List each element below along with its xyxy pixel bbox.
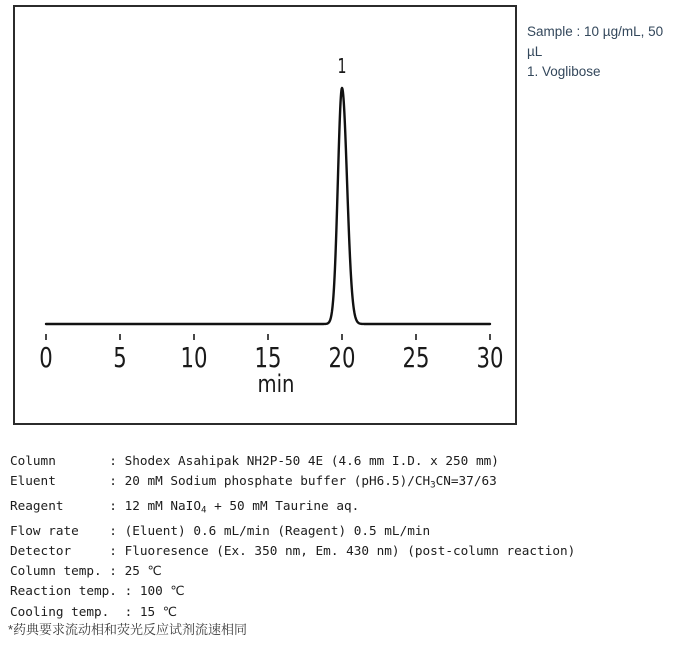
sample-info (527, 22, 681, 82)
condition-line: Flow rate : (Eluent) 0.6 mL/min (Reagent) 0.5 mL/min (10, 522, 431, 538)
condition-line: Cooling temp. : 15 ℃ (10, 603, 178, 619)
x-axis-tick-label: 10 (180, 341, 208, 374)
x-axis-tick-label: 20 (328, 341, 356, 374)
condition-line: Column : Shodex Asahipak NH2P-50 4E (4.6 mm I.D. x 250 mm) (10, 453, 499, 468)
x-axis-unit-label: min (257, 370, 295, 398)
peak-legend: 1. Voglibose (527, 64, 601, 79)
condition-line: Detector : Fluoresence (Ex. 350 nm, Em. 430 nm) (post-column reaction) (10, 542, 576, 558)
peak-label: 1 (337, 54, 347, 78)
chromatogram-trace (46, 88, 490, 324)
x-axis-tick-label: 0 (39, 341, 53, 374)
footnote: *药典要求流动相和荧光反应试剂流速相同 (8, 622, 248, 637)
sample-description: Sample : 10 µg/mL, 50 µL (527, 24, 664, 59)
condition-line: Reagent : 12 mM NaIO$_4$ + 50 mM Taurine aq. (10, 497, 360, 516)
x-axis-tick-label: 15 (254, 341, 282, 374)
condition-line: Eluent : 20 mM Sodium phosphate buffer $(pH6.5)/CH_3CN=37/63$ (10, 473, 497, 491)
condition-line: Column temp. : 25 ℃ (10, 563, 162, 579)
chromatogram-panel (13, 5, 517, 425)
condition-line: Reaction temp. : 100 ℃ (10, 583, 185, 599)
x-axis-tick-label: 25 (402, 341, 430, 374)
x-axis-tick-label: 5 (113, 341, 127, 374)
conditions-block (10, 451, 575, 622)
chromatogram-svg (15, 7, 515, 423)
x-axis-tick-label: 30 (476, 341, 504, 374)
